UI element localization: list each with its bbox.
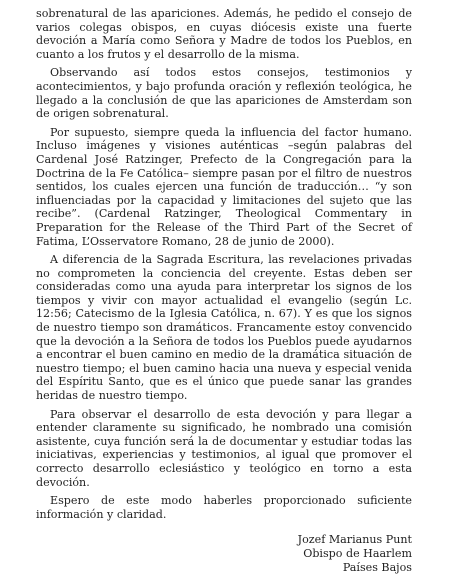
paragraph-2: Observando así todos estos consejos, testimonios y acontecimientos, y bajo profunda oración y reflexión teológica, he llegado a la conclusión de que las apariciones de Amsterdam son de origen sobrenatural. — [36, 66, 412, 121]
paragraph-4: A diferencia de la Sagrada Escritura, las revelaciones privadas no comprometen la conciencia del creyente. Estas deben ser consideradas como una ayuda para interpretar los signos de los tiempos y vivir con mayor actualidad el evangelio (según Lc. 12:56; Catecismo de la Iglesia Católica, n. 67). Y es que los signos de nuestro tiempo son dramáticos. Francamente estoy convencido que la devoción a la Señora de todos los Pueblos puede ayudarnos a encontrar el buen camino en medio de la dramática situación de nuestro tiempo; el buen camino hacia una nueva y especial venida del Espíritu Santo, que es el único que puede sanar las grandes heridas de nuestro tiempo. — [36, 253, 412, 403]
paragraph-6: Espero de este modo haberles proporcionado suficiente información y claridad. — [36, 494, 412, 521]
signature-country: Países Bajos — [342, 561, 412, 575]
paragraph-1: sobrenatural de las apariciones. Además, he pedido el consejo de varios colegas obispos, en cuyas diócesis existe una fuerte devoción a María como Señora y Madre de todos los Pueblos, en cuanto a los frutos y el desarrollo de la misma. — [36, 7, 412, 61]
signature-title: Obispo de Haarlem — [303, 547, 412, 561]
signature-name: Jozef Marianus Punt — [297, 533, 412, 547]
paragraph-3: Por supuesto, siempre queda la influencia del factor humano. Incluso imágenes y visiones auténticas –según palabras del Cardenal José Ratzinger, Prefecto de la Congregación para la Doctrina de la Fe Católica– siempre pasan por el filtro de nuestros sentidos, los cuales ejercen una función de traducción… “y son influenciadas por la capacidad y limitaciones del sujeto que las recibe”. (Cardenal Ratzinger, Theological Commentary in Preparation for the Release of the Third Part of the Secret of Fatima, L’Osservatore Romano, 28 de junio de 2000). — [36, 125, 412, 248]
signature-block — [36, 533, 412, 575]
paragraph-5: Para observar el desarrollo de esta devoción y para llegar a entender claramente su significado, he nombrado una comisión asistente, cuya función será la de documentar y estudiar todas las iniciativas, experiencias y testimonios, al igual que promover el correcto desarrollo eclesiástico y teológico en torno a esta devoción. — [36, 407, 412, 489]
